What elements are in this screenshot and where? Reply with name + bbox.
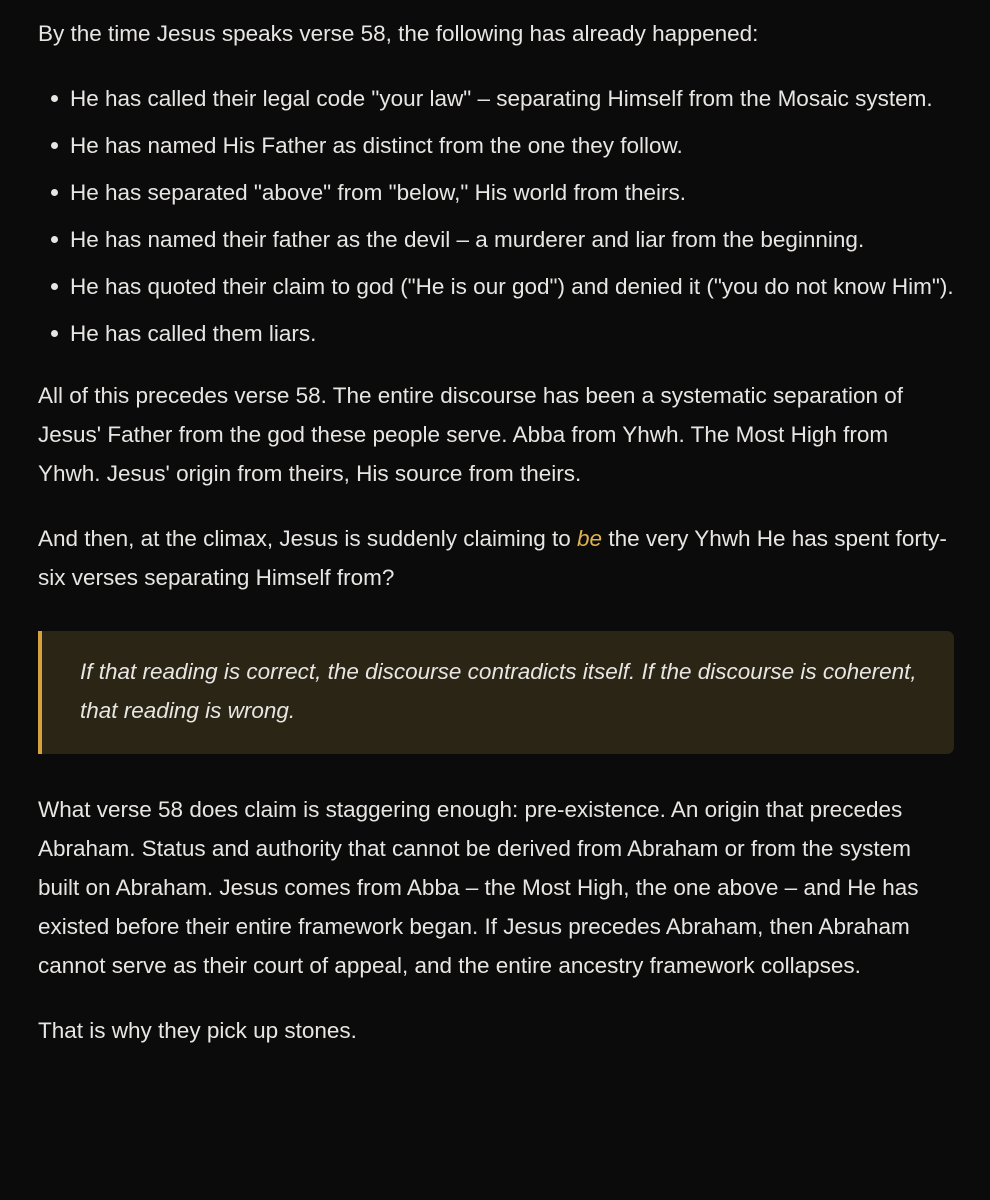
intro-paragraph: By the time Jesus speaks verse 58, the following has already happened: [38,21,759,46]
list-item-text: He has named His Father as distinct from the one they follow. [70,133,683,158]
list-item-text: He has quoted their claim to god ("He is our god") and denied it ("you do not know Him"). [70,274,954,299]
list-item [38,173,954,212]
bullet-icon [51,95,58,102]
bullet-list [38,79,954,353]
callout-text: If that reading is correct, the discourse contradicts itself. If the discourse is coherent, that reading is wrong. [80,659,917,723]
closing-paragraph: That is why they pick up stones. [38,1018,357,1043]
list-item [38,267,954,306]
climax-paragraph [38,519,954,597]
emphasis-word: be [577,526,603,551]
bullet-icon [51,189,58,196]
list-item [38,79,954,118]
bullet-icon [51,236,58,243]
list-item-text: He has separated "above" from "below," His world from theirs. [70,180,686,205]
bullet-icon [51,330,58,337]
bullet-icon [51,142,58,149]
list-item-text: He has named their father as the devil – a murderer and liar from the beginning. [70,227,865,252]
claim-paragraph: What verse 58 does claim is staggering enough: pre-existence. An origin that precedes Abraham. Status and authority that cannot be derived from Abraham or from the system built on Abraham. Jesus comes from Abba – the Most High, the one above – and He has existed before their entire framework began. If Jesus precedes Abraham, then Abraham cannot serve as their court of appeal, and the entire ancestry framework collapses. [38,797,919,978]
list-item [38,314,954,353]
list-item-text: He has called them liars. [70,321,317,346]
climax-text-before: And then, at the climax, Jesus is suddenly claiming to [38,526,578,551]
callout-block [38,631,954,754]
bullet-icon [51,283,58,290]
climax-text-after: the very Yhwh He has spent forty-six verses separating Himself from? [38,526,947,590]
list-item-text: He has called their legal code "your law" – separating Himself from the Mosaic system. [70,86,933,111]
list-item [38,220,954,259]
summary-paragraph: All of this precedes verse 58. The entire discourse has been a systematic separation of Jesus' Father from the god these people serve. Abba from Yhwh. The Most High from Yhwh. Jesus' origin from theirs, His source from theirs. [38,383,904,486]
list-item [38,126,954,165]
